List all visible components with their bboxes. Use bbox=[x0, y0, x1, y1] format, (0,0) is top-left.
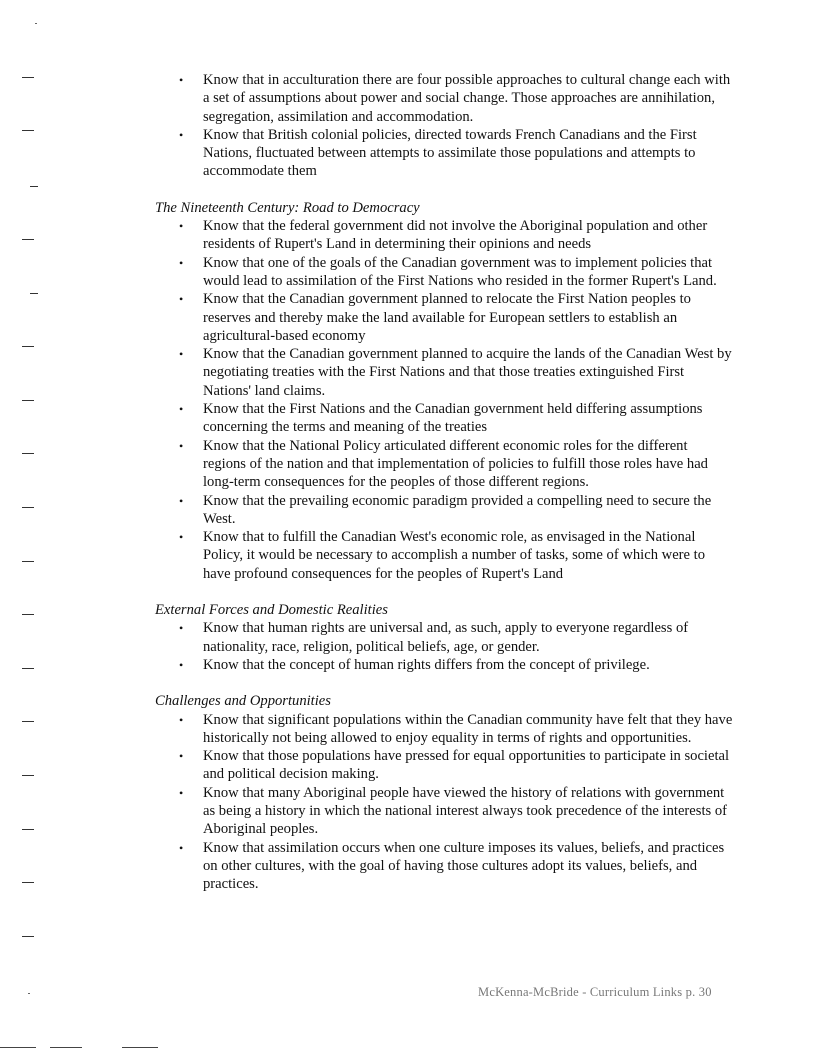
bullet-text: Know that the federal government did not involve the Aboriginal population and other residents of Rupert's Land in determining their opinions and needs bbox=[203, 218, 708, 253]
bullet-icon: • bbox=[179, 785, 184, 800]
bullet-text: Know that the prevailing economic paradigm provided a compelling need to secure the West. bbox=[203, 492, 712, 527]
bullet-icon: • bbox=[179, 493, 184, 508]
bullet-text: Know that human rights are universal and, as such, apply to everyone regardless of nationality, race, religion, political beliefs, age, or gender. bbox=[203, 620, 689, 655]
margin-mark bbox=[22, 346, 34, 347]
bullet-text: Know that in acculturation there are four possible approaches to cultural change each with a set of assumptions about power and social change. Those approaches are annihilation, segregation, assimilation and accommodation. bbox=[203, 72, 731, 125]
bullet-item bbox=[155, 492, 733, 529]
section-heading: External Forces and Domestic Realities bbox=[155, 602, 388, 619]
margin-mark bbox=[22, 400, 34, 401]
bullet-text: Know that British colonial policies, directed towards French Canadians and the First Nations, fluctuated between attempts to assimilate those populations and attempts to accommodate them bbox=[203, 126, 697, 180]
bullet-item bbox=[155, 619, 733, 656]
section-bullet-list bbox=[155, 619, 733, 674]
bullet-text: Know that significant populations within the Canadian community have felt that they have historically not being allowed to enjoy equality in terms of rights and opportunities. bbox=[203, 711, 733, 746]
scan-speck bbox=[35, 23, 37, 24]
bullet-text: Know that the Canadian government planned to relocate the First Nation peoples to reserves and thereby make the land available for European settlers to establish an agricultural-based economy bbox=[203, 291, 691, 344]
bullet-item bbox=[155, 290, 733, 345]
bullet-text: Know that those populations have pressed for equal opportunities to participate in societal and political decision making. bbox=[203, 748, 730, 783]
page-footer: McKenna-McBride - Curriculum Links p. 30 bbox=[478, 985, 712, 999]
section-bullet-list bbox=[155, 711, 733, 894]
bullet-icon: • bbox=[179, 840, 184, 855]
margin-mark bbox=[22, 507, 34, 508]
margin-mark bbox=[22, 668, 34, 669]
left-margin-marks bbox=[0, 0, 60, 1056]
bullet-text: Know that assimilation occurs when one culture imposes its values, beliefs, and practices on other cultures, with the goal of having those cultures adopt its values, beliefs, and practices. bbox=[203, 839, 725, 893]
bullet-icon: • bbox=[179, 73, 184, 87]
bullet-item bbox=[155, 711, 733, 748]
bullet-icon: • bbox=[179, 255, 184, 270]
margin-mark bbox=[22, 936, 34, 937]
bullet-item bbox=[155, 345, 733, 400]
bullet-text: Know that the concept of human rights differs from the concept of privilege. bbox=[203, 656, 650, 673]
margin-mark bbox=[22, 239, 34, 240]
bullet-icon: • bbox=[179, 712, 184, 727]
bullet-item bbox=[155, 217, 733, 254]
margin-mark bbox=[22, 453, 34, 454]
bullet-icon: • bbox=[179, 219, 184, 234]
bullet-item bbox=[155, 747, 733, 784]
bottom-edge-marks bbox=[0, 1042, 816, 1052]
bullet-item bbox=[155, 656, 733, 674]
bullet-item bbox=[155, 400, 733, 437]
bullet-item bbox=[155, 254, 733, 291]
section-spacer bbox=[155, 181, 733, 199]
margin-mark bbox=[22, 130, 34, 131]
bullet-text: Know that to fulfill the Canadian West's economic role, as envisaged in the National Policy, it would be necessary to accomplish a number of tasks, some of which were to have profound consequences for the peoples of Rupert's Land bbox=[203, 529, 706, 582]
bottom-line bbox=[122, 1047, 158, 1048]
margin-mark bbox=[22, 614, 34, 615]
bullet-text: Know that the Canadian government planned to acquire the lands of the Canadian West by negotiating treaties with the First Nations and that those treaties extinguished First Nations' land claims. bbox=[203, 346, 732, 399]
margin-mark bbox=[22, 77, 34, 78]
margin-mark bbox=[22, 721, 34, 722]
bullet-text: Know that the National Policy articulated different economic roles for the different regions of the nation and that implementation of policies to fulfill those roles have had long-term consequences for the peoples of those different regions. bbox=[203, 437, 708, 491]
bullet-text: Know that many Aboriginal people have viewed the history of relations with government as being a history in which the national interest always took precedence of the interests of Aboriginal peoples. bbox=[203, 784, 727, 838]
bullet-item bbox=[155, 437, 733, 492]
bullet-icon: • bbox=[179, 749, 184, 764]
scan-speck bbox=[28, 993, 30, 994]
section-spacer bbox=[155, 674, 733, 692]
section-heading: Challenges and Opportunities bbox=[155, 693, 331, 710]
bottom-line bbox=[0, 1047, 36, 1048]
bullet-item bbox=[155, 528, 733, 583]
bullet-item bbox=[155, 126, 733, 181]
bullet-item bbox=[155, 71, 733, 126]
section-bullet-list bbox=[155, 217, 733, 583]
section-spacer bbox=[155, 583, 733, 601]
bullet-text: Know that the First Nations and the Canadian government held differing assumptions concerning the terms and meaning of the treaties bbox=[203, 401, 703, 436]
bullet-item bbox=[155, 839, 733, 894]
bullet-icon: • bbox=[179, 127, 184, 142]
document-sections bbox=[155, 181, 733, 894]
section-heading: The Nineteenth Century: Road to Democracy bbox=[155, 199, 420, 216]
document-body bbox=[155, 71, 733, 893]
margin-mark bbox=[30, 293, 38, 294]
bullet-item bbox=[155, 784, 733, 839]
bullet-icon: • bbox=[179, 530, 184, 545]
bullet-icon: • bbox=[179, 438, 184, 453]
bullet-icon: • bbox=[179, 292, 184, 307]
margin-mark bbox=[22, 882, 34, 883]
margin-mark bbox=[30, 186, 38, 187]
margin-mark bbox=[22, 829, 34, 830]
bullet-icon: • bbox=[179, 621, 184, 636]
margin-mark bbox=[22, 561, 34, 562]
bullet-icon: • bbox=[179, 402, 184, 417]
bullet-icon: • bbox=[179, 347, 184, 362]
bullet-icon: • bbox=[179, 657, 184, 672]
bottom-line bbox=[50, 1047, 82, 1048]
margin-mark bbox=[22, 775, 34, 776]
intro-bullet-list bbox=[155, 71, 733, 181]
bullet-text: Know that one of the goals of the Canadian government was to implement policies that would lead to assimilation of the First Nations who resided in the former Rupert's Land. bbox=[203, 254, 717, 289]
